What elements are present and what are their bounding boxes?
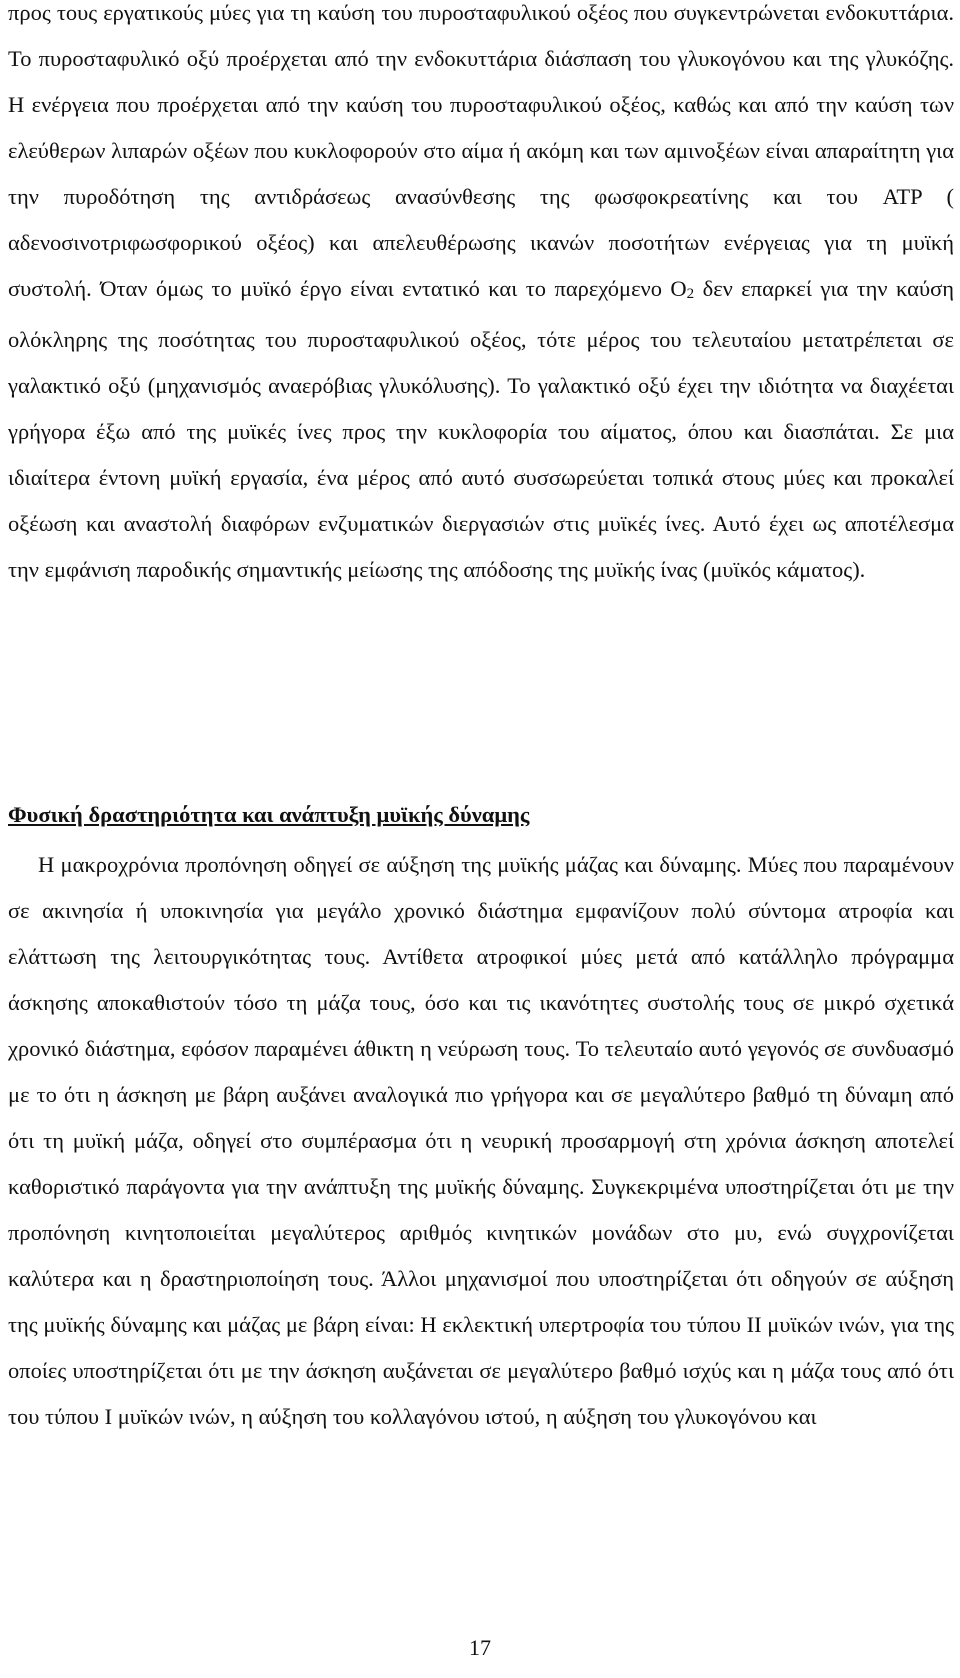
section-heading: Φυσική δραστηριότητα και ανάπτυξη μυϊκής δύναμης: [8, 802, 530, 827]
paragraph-1-text-a: προς τους εργατικούς μύες για τη καύση του πυροσταφυλικού οξέος που συγκεντρώνεται ενδοκυττάρια. Το πυροσταφυλικό οξύ προέρχεται από την ενδοκυττάρια διάσπαση του γλυκογόνου και της γλυκόζης. Η ενέργεια που προέρχεται από την καύση του πυροσταφυλικού οξέος, καθώς και από την καύση των ελεύθερων λιπαρών οξέων που κυκλοφορούν στο αίμα ή ακόμη και των αμινοξέων είναι απαραίτητη για την πυροδότηση της αντιδράσεως ανασύνθεσης της φωσφοκρεατίνης και του ATP ( αδενοσινοτριφωσφορικού οξέος) και απελευθέρωσης ικανών ποσοτήτων ενέργειας για τη μυϊκή συστολή. Όταν όμως το μυϊκό έργο είναι εντατικό και το παρεχόμενο O: [8, 0, 954, 301]
oxygen-subscript: 2: [686, 286, 695, 302]
page-number: 17: [469, 1635, 491, 1660]
paragraph-1-text-b: δεν επαρκεί για την καύση ολόκληρης της ποσότητας του πυροσταφυλικού οξέος, τότε μέρος του τελευταίου μετατρέπεται σε γαλακτικό οξύ (μηχανισμός αναερόβιας γλυκόλυσης). Το γαλακτικό οξύ έχει την ιδιότητα να διαχέεται γρήγορα έξω από της μυϊκές ίνες προς την κυκλοφορία του αίματος, όπου και διασπάται. Σε μια ιδιαίτερα έντονη μυϊκή εργασία, ένα μέρος από αυτό συσσωρεύεται τοπικά στους μύες και προκαλεί οξέωση και αναστολή διαφόρων ενζυματικών διεργασιών στις μυϊκές ίνες. Αυτό έχει ως αποτέλεσμα την εμφάνιση παροδικής σημαντικής μείωσης της απόδοσης της μυϊκής ίνας (μυϊκός κάματος).: [8, 276, 954, 582]
body-paragraph-2: Η μακροχρόνια προπόνηση οδηγεί σε αύξηση της μυϊκής μάζας και δύναμης. Μύες που παραμένουν σε ακινησία ή υποκινησία για μεγάλο χρονικό διάστημα εμφανίζουν πολύ σύντομα ατροφία και ελάττωση της λειτουργικότητας τους. Αντίθετα ατροφικοί μύες μετά από κατάλληλο πρόγραμμα άσκησης αποκαθιστούν τόσο τη μάζα τους, όσο και τις ικανότητες συστολής τους σε μικρό σχετικά χρονικό διάστημα, εφόσον παραμένει άθικτη η νεύρωση τους. Το τελευταίο αυτό γεγονός σε συνδυασμό με το ότι η άσκηση με βάρη αυξάνει αναλογικά πιο γρήγορα και σε μεγαλύτερο βαθμό τη δύναμη από ότι τη μυϊκή μάζα, οδηγεί στο συμπέρασμα ότι η νευρική προσαρμογή στη χρόνια άσκηση αποτελεί καθοριστικό παράγοντα για την ανάπτυξη της μυϊκής δύναμης. Συγκεκριμένα υποστηρίζεται ότι με την προπόνηση κινητοποιείται μεγαλύτερος αριθμός κινητικών μονάδων στο μυ, ενώ συγχρονίζεται καλύτερα και η δραστηριοποίηση τους. Άλλοι μηχανισμοί που υποστηρίζεται ότι οδηγούν σε αύξηση της μυϊκής δύναμης και μάζας με βάρη είναι: Η εκλεκτική υπερτροφία του τύπου ΙΙ μυϊκών ινών, για της οποίες υποστηρίζεται ότι με την άσκηση αυξάνεται σε μεγαλύτερο βαθμό ισχύς και η μάζα τους από ότι του τύπου Ι μυϊκών ινών, η αύξηση του κολλαγόνου ιστού, η αύξηση του γλυκογόνου και: [8, 852, 954, 1429]
body-paragraph-1: [8, 0, 954, 593]
